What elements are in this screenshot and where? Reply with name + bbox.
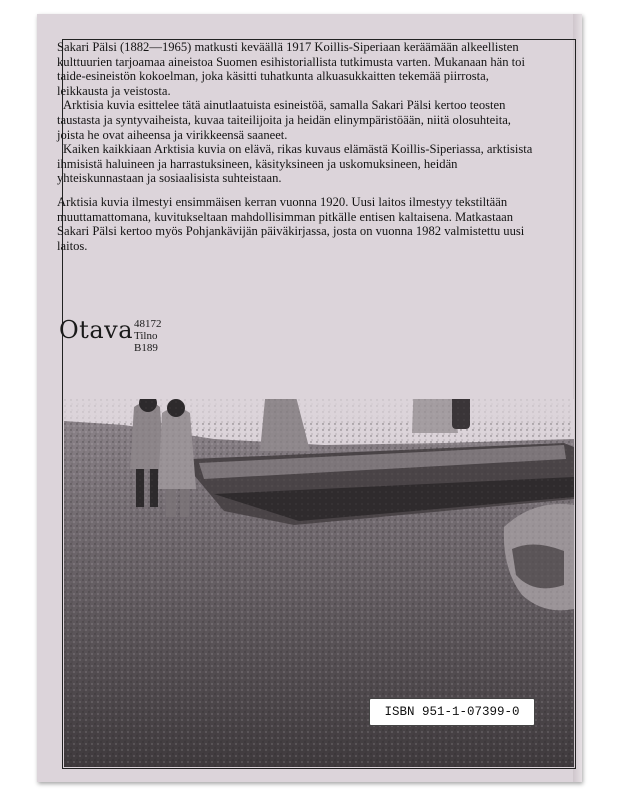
isbn-label: ISBN 951-1-07399-0	[369, 698, 535, 726]
blurb-paragraph: Arktisia kuvia ilmestyi ensimmäisen kerran vuonna 1920. Uusi laitos ilmestyy tekstiltään muuttamattomana, kuvitukseltaan mahdollisimman pitkälle entisen kaltaisena. Matkastaan Sakari Pälsi kertoo myös Pohjankävijän päiväkirjassa, josta on vuonna 1982 valmistettu uusi laitos.	[57, 194, 525, 253]
publisher-codes	[134, 318, 162, 354]
blurb-paragraph: Sakari Pälsi (1882—1965) matkusti keväällä 1917 Koillis-Siperiaan keräämään alkeellisten kulttuurien tarjoamaa aineistoa Suomen esihistoriallista tutkimusta varten. Mukanaan hän toi taide-esineistön kokoelman, joka käsitti tuhatkunta alkuasukkaitten tekemää piirrosta, leikkausta ja veistosta.	[57, 40, 525, 98]
publisher-code: 48172	[134, 318, 162, 330]
otava-logo: Otava	[59, 316, 133, 344]
order-code: Tilno B189	[134, 330, 158, 354]
blurb-paragraph: Arktisia kuvia esittelee tätä ainutlaatuista esineistöä, samalla Sakari Pälsi kertoo teosten taustasta ja syntyvaiheista, kuvaa taiteilijoita ja heidän elinympäristöään, niitä olosuhteita, joista he ovat aiheensa ja virikkeensä saaneet.	[57, 98, 511, 142]
blurb-paragraph: Kaiken kaikkiaan Arktisia kuvia on elävä, rikas kuvaus elämästä Koillis-Siperiassa, arktisista ihmisistä haluineen ja harrastuksineen, käsityksineen ja uskomuksineen, heidän yhteiskunnastaan ja sosiaalisista suhteistaan.	[57, 142, 533, 186]
blurb-text	[57, 40, 533, 253]
